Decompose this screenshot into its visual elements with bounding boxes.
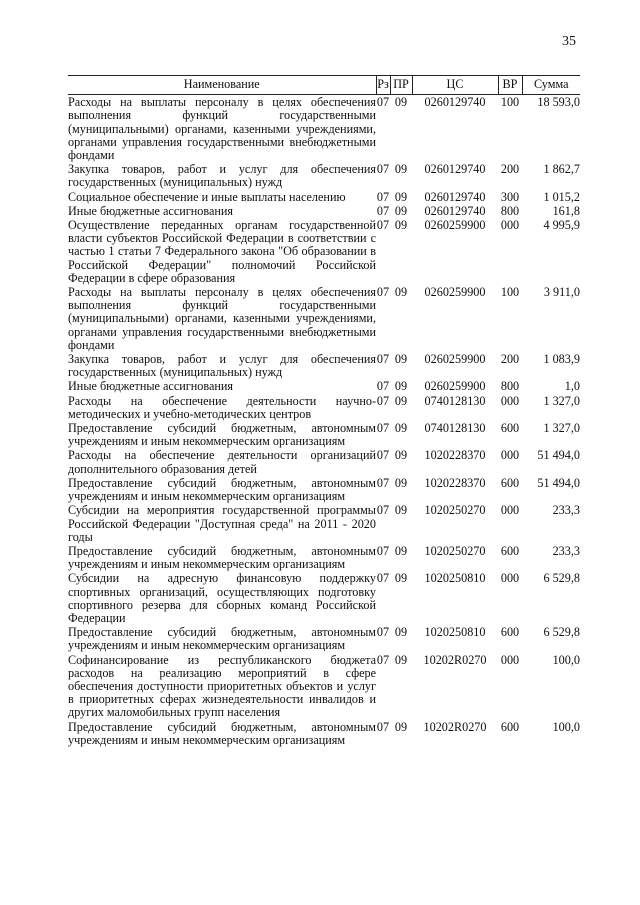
row-name: Социальное обеспечение и иные выплаты населению <box>68 189 346 204</box>
row-cs: 1020250810 <box>424 571 486 586</box>
row-name: Предоставление субсидий бюджетным, автономным учреждениям и иным некоммерческим организациям <box>68 625 376 653</box>
row-cs: 1020228370 <box>424 475 486 490</box>
row-cs: 0260129740 <box>424 203 486 218</box>
row-pr: 09 <box>394 203 408 218</box>
row-name: Иные бюджетные ассигнования <box>68 203 234 218</box>
table-row <box>68 503 580 544</box>
row-vr: 200 <box>500 162 520 177</box>
row-rz: 07 <box>376 503 390 518</box>
table-row <box>68 544 580 571</box>
row-sum: 100,0 <box>552 719 580 734</box>
row-rz: 07 <box>376 719 390 734</box>
row-name: Софинансирование из республиканского бюджета расходов на реализацию мероприятий в сфере обеспечения доступности приоритетных объектов и услуг в приоритетных сферах жизнедеятельности инвалидов и других маломобильных групп населения <box>68 652 376 720</box>
row-sum: 51 494,0 <box>537 475 580 490</box>
row-rz: 07 <box>376 543 390 558</box>
row-vr: 200 <box>500 352 520 367</box>
row-sum: 18 593,0 <box>537 95 580 110</box>
row-pr: 09 <box>394 379 408 394</box>
row-cs: 1020228370 <box>424 448 486 463</box>
row-pr: 09 <box>394 421 408 436</box>
row-name: Закупка товаров, работ и услуг для обеспечения государственных (муниципальных) нужд <box>68 352 376 380</box>
row-sum: 3 911,0 <box>543 285 580 300</box>
table-row <box>68 421 580 448</box>
header-pr: ПР <box>390 76 412 95</box>
table-row <box>68 653 580 720</box>
row-name: Расходы на обеспечение деятельности организаций дополнительного образования детей <box>68 448 376 476</box>
row-sum: 1,0 <box>564 379 580 394</box>
header-sum: Сумма <box>522 76 580 95</box>
row-name: Предоставление субсидий бюджетным, автономным учреждениям и иным некоммерческим организациям <box>68 421 376 449</box>
row-pr: 09 <box>394 189 408 204</box>
row-rz: 07 <box>376 393 390 408</box>
row-pr: 09 <box>394 393 408 408</box>
row-name: Иные бюджетные ассигнования <box>68 379 234 394</box>
row-rz: 07 <box>376 652 390 667</box>
header-vr: ВР <box>498 76 522 95</box>
row-cs: 0260129740 <box>424 95 486 110</box>
row-vr: 600 <box>500 421 520 436</box>
row-name: Расходы на выплаты персоналу в целях обеспечения выполнения функций государственными (муниципальными) органами, казенными учреждениями, органами управления государственными внебюджетными фондами <box>68 95 376 163</box>
table-row <box>68 204 580 218</box>
row-sum: 6 529,8 <box>543 625 580 640</box>
row-vr: 600 <box>500 625 520 640</box>
row-rz: 07 <box>376 625 390 640</box>
row-vr: 600 <box>500 719 520 734</box>
row-vr: 000 <box>500 448 520 463</box>
table-row <box>68 95 580 163</box>
table-row <box>68 625 580 652</box>
row-rz: 07 <box>376 421 390 436</box>
row-vr: 800 <box>500 203 520 218</box>
row-pr: 09 <box>394 503 408 518</box>
budget-table <box>68 75 580 747</box>
row-name: Предоставление субсидий бюджетным, автономным учреждениям и иным некоммерческим организациям <box>68 475 376 504</box>
row-rz: 07 <box>376 189 390 204</box>
row-pr: 09 <box>394 95 408 110</box>
table-header-row <box>68 76 580 95</box>
row-rz: 07 <box>376 162 390 177</box>
row-name: Расходы на выплаты персоналу в целях обеспечения выполнения функций государственными (муниципальными) органами, казенными учреждениями, органами управления государственными внебюджетными фондами <box>68 285 376 352</box>
header-rz: Рз <box>376 76 390 95</box>
row-pr: 09 <box>394 285 408 300</box>
row-rz: 07 <box>376 218 390 233</box>
row-rz: 07 <box>376 203 390 218</box>
row-vr: 000 <box>500 571 520 586</box>
row-vr: 000 <box>500 218 520 233</box>
row-pr: 09 <box>394 162 408 177</box>
row-sum: 4 995,9 <box>543 218 580 233</box>
row-rz: 07 <box>376 571 390 586</box>
row-name: Осуществление переданных органам государственной власти субъектов Российской Федерации в соответствии с частью 1 статьи 7 Федерального закона "Об образовании в Российской Федерации" полномочий Российской Федерации в сфере образования <box>68 218 376 285</box>
table-row <box>68 448 580 475</box>
row-pr: 09 <box>394 448 408 463</box>
row-sum: 233,3 <box>552 503 580 518</box>
row-sum: 51 494,0 <box>537 448 580 463</box>
row-vr: 600 <box>500 543 520 558</box>
row-pr: 09 <box>394 352 408 367</box>
row-cs: 0260259900 <box>424 218 486 233</box>
row-pr: 09 <box>394 571 408 586</box>
row-vr: 100 <box>500 285 520 300</box>
row-rz: 07 <box>376 352 390 367</box>
row-vr: 000 <box>500 652 520 667</box>
row-rz: 07 <box>376 475 390 490</box>
row-name: Расходы на обеспечение деятельности научно-методических и учебно-методических центров <box>68 393 376 421</box>
row-cs: 0260129740 <box>424 162 486 177</box>
row-cs: 0740128130 <box>424 393 486 408</box>
row-vr: 300 <box>500 189 520 204</box>
table-row <box>68 285 580 352</box>
row-sum: 1 327,0 <box>543 393 580 408</box>
row-rz: 07 <box>376 95 390 110</box>
header-cs: ЦС <box>412 76 498 95</box>
row-sum: 6 529,8 <box>543 571 580 586</box>
table-body <box>68 95 580 747</box>
header-name: Наименование <box>68 76 376 95</box>
table-row <box>68 720 580 747</box>
row-name: Предоставление субсидий бюджетным, автономным учреждениям и иным некоммерческим организациям <box>68 543 376 572</box>
row-vr: 100 <box>500 95 520 110</box>
row-cs: 10202R0270 <box>423 719 487 734</box>
row-name: Предоставление субсидий бюджетным, автономным учреждениям и иным некоммерческим организациям <box>68 719 376 747</box>
row-cs: 0260259900 <box>424 352 486 367</box>
row-pr: 09 <box>394 719 408 734</box>
row-sum: 1 015,2 <box>543 189 580 204</box>
row-sum: 1 327,0 <box>543 421 580 436</box>
table-row <box>68 352 580 379</box>
row-vr: 800 <box>500 379 520 394</box>
row-rz: 07 <box>376 379 390 394</box>
row-cs: 1020250810 <box>424 625 486 640</box>
row-vr: 000 <box>500 503 520 518</box>
row-sum: 1 862,7 <box>543 162 580 177</box>
row-pr: 09 <box>394 625 408 640</box>
row-pr: 09 <box>394 475 408 490</box>
row-rz: 07 <box>376 448 390 463</box>
table-row <box>68 379 580 393</box>
row-pr: 09 <box>394 543 408 558</box>
table-row <box>68 394 580 421</box>
table-row <box>68 476 580 503</box>
row-cs: 0260259900 <box>424 379 486 394</box>
table-row <box>68 190 580 204</box>
page-number: 35 <box>562 34 576 49</box>
row-cs: 1020250270 <box>424 543 486 558</box>
row-cs: 0260259900 <box>424 285 486 300</box>
table-row <box>68 218 580 285</box>
row-sum: 1 083,9 <box>543 352 580 367</box>
row-vr: 600 <box>500 475 520 490</box>
row-sum: 100,0 <box>552 652 580 667</box>
row-vr: 000 <box>500 393 520 408</box>
row-name: Субсидии на мероприятия государственной программы Российской Федерации "Доступная среда" на 2011 - 2020 годы <box>68 503 376 544</box>
table-row <box>68 571 580 625</box>
row-cs: 1020250270 <box>424 503 486 518</box>
row-cs: 0740128130 <box>424 421 486 436</box>
row-cs: 10202R0270 <box>423 652 487 667</box>
row-pr: 09 <box>394 652 408 667</box>
row-name: Закупка товаров, работ и услуг для обеспечения государственных (муниципальных) нужд <box>68 162 376 190</box>
row-cs: 0260129740 <box>424 189 486 204</box>
row-rz: 07 <box>376 285 390 300</box>
row-sum: 233,3 <box>552 543 580 558</box>
table-row <box>68 162 580 189</box>
row-pr: 09 <box>394 218 408 233</box>
row-sum: 161,8 <box>552 203 580 218</box>
row-name: Субсидии на адресную финансовую поддержку спортивных организаций, осуществляющих подготовку спортивного резерва для сборных команд Российской Федерации <box>68 571 376 625</box>
